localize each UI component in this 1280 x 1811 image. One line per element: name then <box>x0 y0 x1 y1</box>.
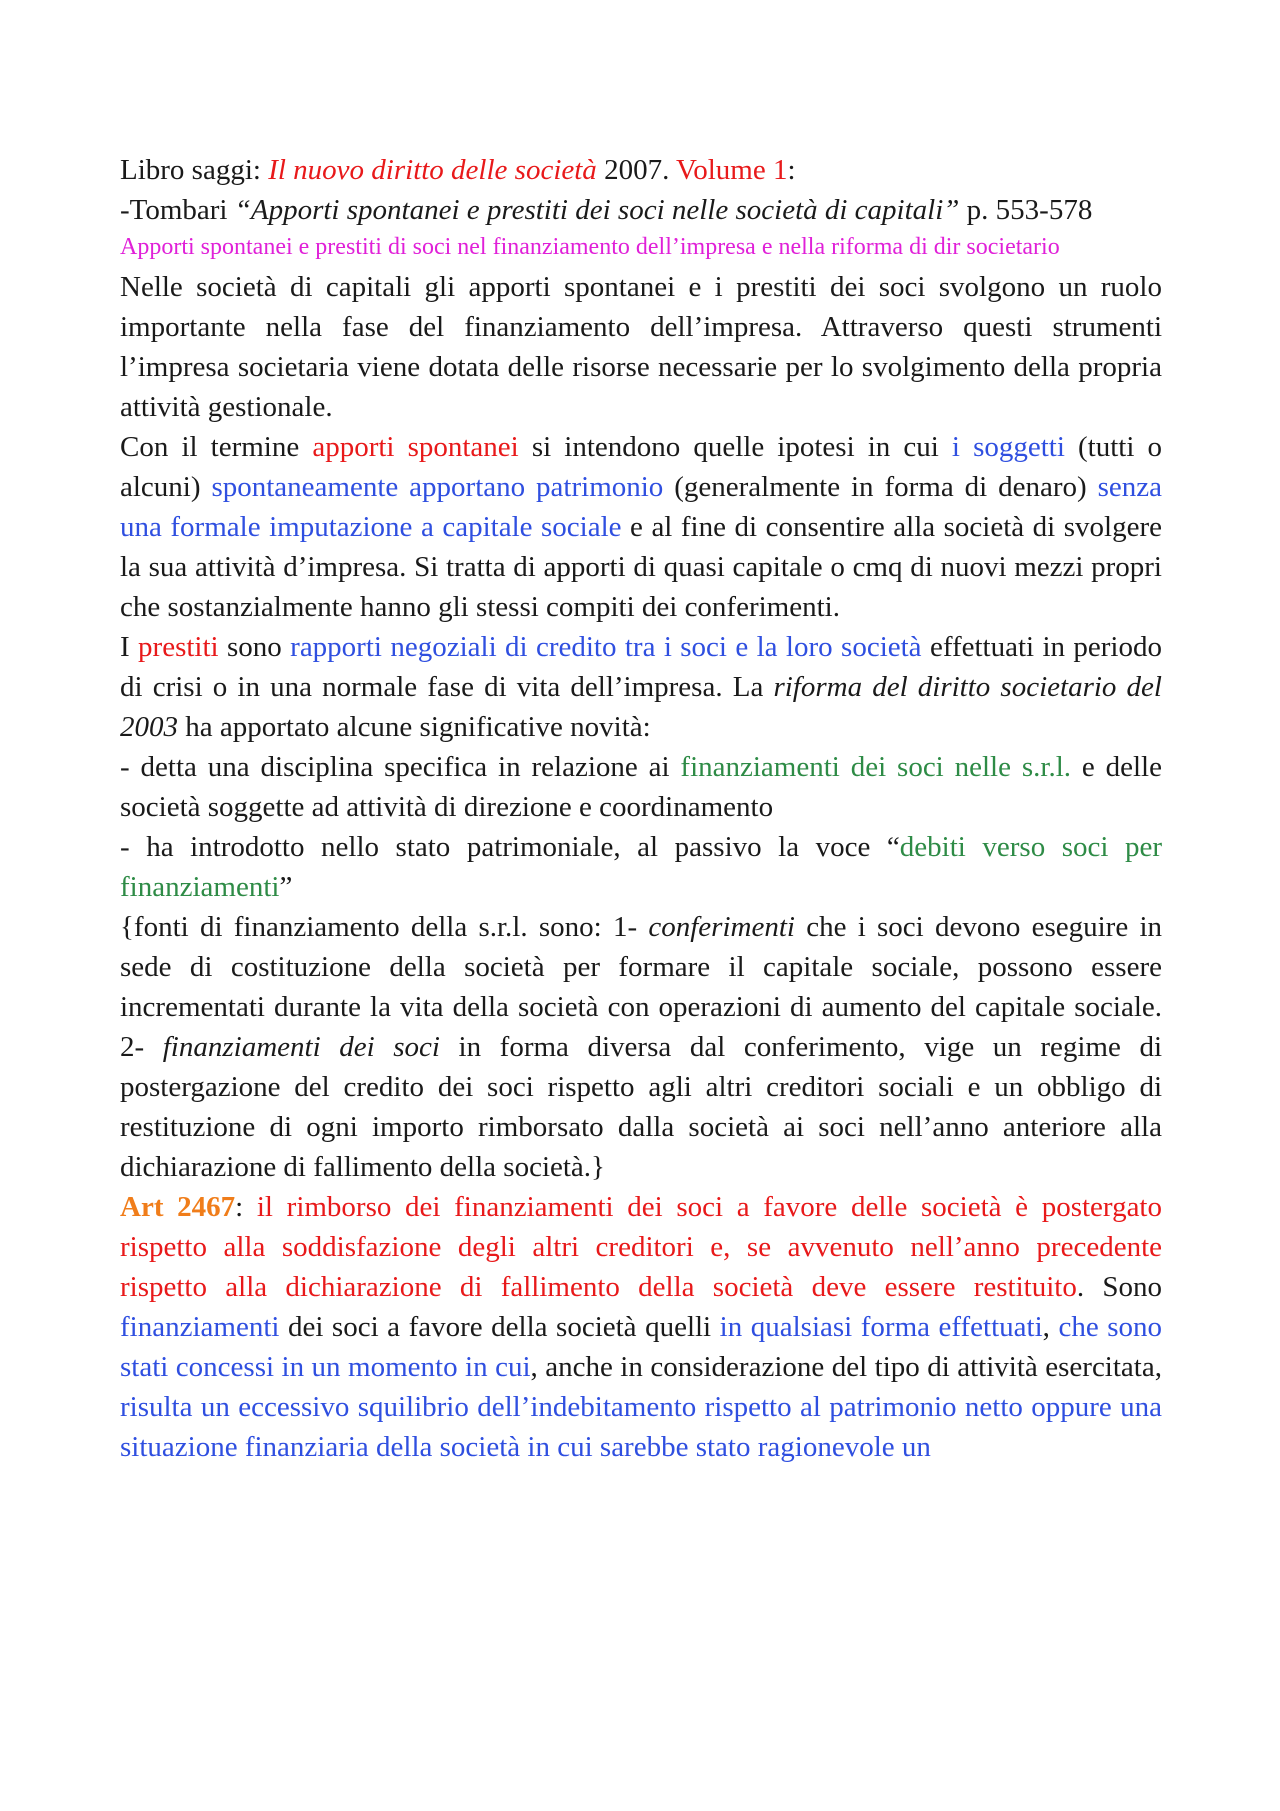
highlight-finanziamenti-srl: finanziamenti dei soci nelle s.r.l. <box>680 751 1071 783</box>
text-run: , anche in considerazione del tipo di attività esercitata, <box>530 1351 1162 1383</box>
text-run: Con il termine <box>120 431 313 463</box>
highlight-soggetti: i soggetti <box>951 431 1065 463</box>
book-header <box>120 150 1162 190</box>
paragraph-apporti <box>120 427 1162 627</box>
article-number: Art 2467 <box>120 1191 236 1223</box>
text-run: e delle società soggette ad attività di direzione e coordinamento <box>120 751 1162 823</box>
bullet-stato-patrimoniale <box>120 827 1162 907</box>
header-colon: : <box>787 154 796 186</box>
text-run: . Sono <box>1076 1271 1162 1303</box>
book-title: Il nuovo diritto delle società <box>268 154 597 186</box>
highlight-debiti-soci: debiti verso soci per finanziamenti <box>120 831 1162 903</box>
paragraph-fonti <box>120 907 1162 1187</box>
text-run: I <box>120 631 139 663</box>
text-run: {fonti di finanziamento della s.r.l. sono: 1- <box>120 911 649 943</box>
text-run: ” <box>279 871 293 903</box>
bullet-disciplina <box>120 747 1162 827</box>
text-run: : <box>235 1191 257 1223</box>
text-run: che i soci devono eseguire in sede di costituzione della società per formare il capitale sociale, possono essere incrementati durante la vita della società con operazioni di aumento del capitale sociale. 2- <box>120 911 1162 1063</box>
essay-pages: p. 553-578 <box>959 194 1093 226</box>
essay-reference <box>120 190 1162 230</box>
term-apporti-spontanei: apporti spontanei <box>312 431 519 463</box>
text-run: (generalmente in forma di denaro) <box>663 471 1098 503</box>
highlight-qualsiasi-forma: in qualsiasi forma effettuati <box>719 1311 1043 1343</box>
highlight-concessi: che sono stati concessi in un momento in cui <box>120 1311 1163 1383</box>
text-run: si intendono quelle ipotesi in cui <box>518 431 952 463</box>
riforma-italic: riforma del diritto societario del 2003 <box>120 671 1162 743</box>
book-year: 2007. <box>596 154 677 186</box>
volume-label: Volume 1 <box>676 154 788 186</box>
paragraph-prestiti <box>120 627 1162 747</box>
highlight-imputazione: senza una formale imputazione a capitale sociale <box>120 471 1162 543</box>
highlight-rapporti: rapporti negoziali di credito tra i soci e la loro società <box>290 631 922 663</box>
essay-title: “Apporti spontanei e prestiti dei soci nelle società di capitali” <box>234 194 960 226</box>
text-run: - detta una disciplina specifica in relazione ai <box>120 751 681 783</box>
paragraph-art-2467 <box>120 1187 1162 1467</box>
text-run: (tutti o alcuni) <box>120 431 1162 503</box>
paragraph-intro: Nelle società di capitali gli apporti spontanei e i prestiti dei soci svolgono un ruolo importante nella fase del finanziamento dell’impresa. Attraverso questi strumenti l’impresa societaria viene dotata delle risorse necessarie per lo svolgimento della propria attività gestionale. <box>120 271 1162 423</box>
text-run: sono <box>218 631 291 663</box>
highlight-apportano: spontaneamente apportano patrimonio <box>211 471 664 503</box>
text-run: effettuati in periodo di crisi o in una normale fase di vita dell’impresa. La <box>120 631 1162 703</box>
text-run: - ha introdotto nello stato patrimoniale, al passivo la voce “ <box>120 831 900 863</box>
highlight-squilibrio: risulta un eccessivo squilibrio dell’indebitamento rispetto al patrimonio netto oppure una situazione finanziaria della società in cui sarebbe stato ragionevole un <box>120 1391 1162 1463</box>
text-run: dei soci a favore della società quelli <box>279 1311 720 1343</box>
highlight-finanziamenti: finanziamenti <box>120 1311 280 1343</box>
article-rule: il rimborso dei finanziamenti dei soci a favore delle società è postergato rispetto alla soddisfazione degli altri creditori e, se avvenuto nell’anno precedente rispetto alla dichiarazione di fallimento della società deve essere restituito <box>120 1191 1162 1303</box>
header-prefix: Libro saggi: <box>120 154 269 186</box>
text-run: in forma diversa dal conferimento, vige un regime di postergazione del credito dei soci rispetto agli altri creditori sociali e un obbligo di restituzione di ogni importo rimborsato dalla società ai soci nell’anno anteriore alla dichiarazione di fallimento della società.} <box>120 1031 1163 1183</box>
section-subtitle: Apporti spontanei e prestiti di soci nel finanziamento dell’impresa e nella riforma di dir societario <box>120 234 1060 260</box>
essay-author: -Tombari <box>120 194 235 226</box>
finanziamenti-soci-italic: finanziamenti dei soci <box>162 1031 440 1063</box>
text-run: e al fine di consentire alla società di svolgere la sua attività d’impresa. Si tratta di apporti di quasi capitale o cmq di nuovi mezzi propri che sostanzialmente hanno gli stessi compiti dei conferimenti. <box>120 511 1162 623</box>
text-run: , <box>1042 1311 1059 1343</box>
term-prestiti: prestiti <box>138 631 219 663</box>
conferimenti-italic: conferimenti <box>648 911 795 943</box>
text-run: ha apportato alcune significative novità: <box>178 711 651 743</box>
document-page <box>120 150 1162 1467</box>
